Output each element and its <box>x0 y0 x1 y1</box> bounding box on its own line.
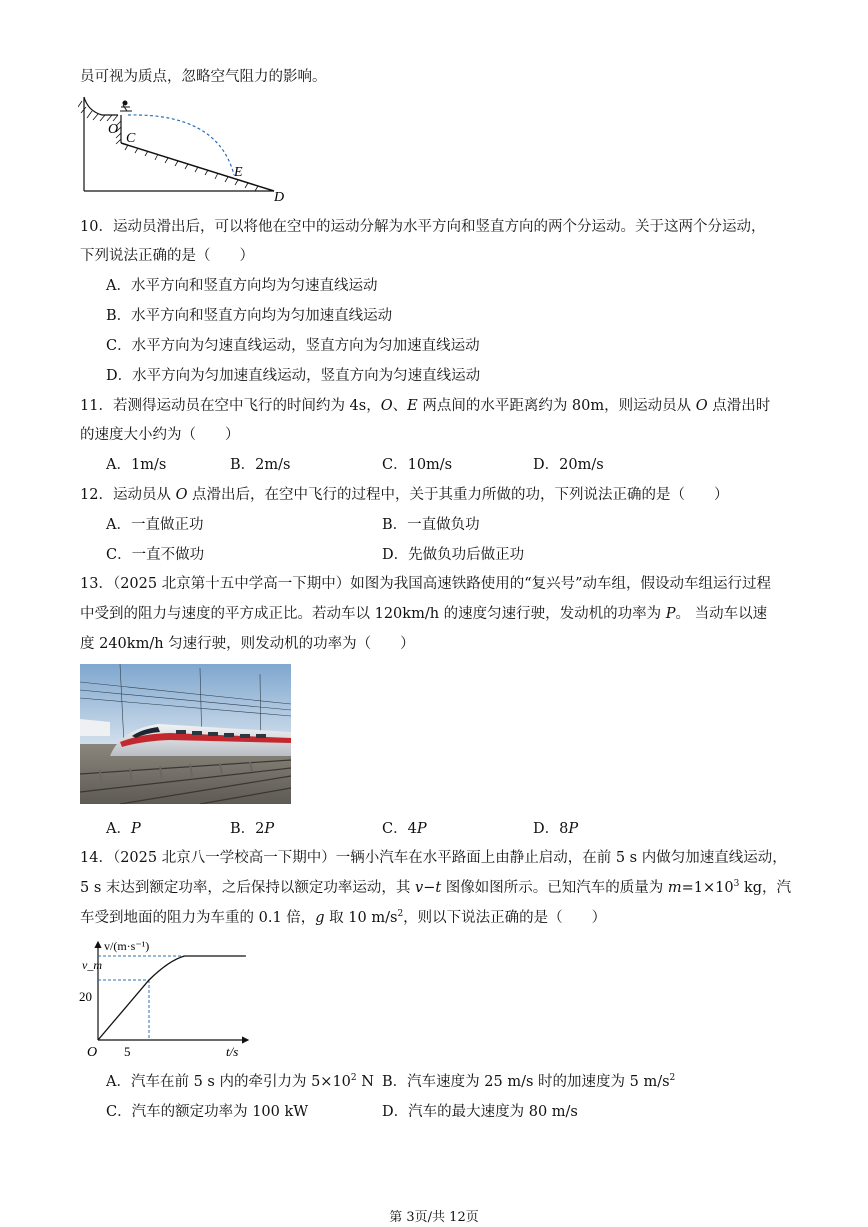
y-tick-20: 20 <box>79 989 92 1004</box>
q10-option-c: C．水平方向为匀速直线运动，竖直方向为匀加速直线运动 <box>106 338 480 354</box>
ski-jump-diagram <box>78 95 288 205</box>
skier-icon <box>120 101 132 111</box>
q11-option-a: A．1m/s <box>106 457 167 473</box>
q14-option-c: C．汽车的额定功率为 100 kW <box>106 1104 309 1120</box>
q10-stem-line1: 10．运动员滑出后，可以将他在空中的运动分解为水平方向和竖直方向的两个分运动。关于这两个分运动， <box>80 219 766 235</box>
q14-option-b: B．汽车速度为 25 m/s 时的加速度为 5 $m/s^2$ <box>382 1073 676 1090</box>
q13-option-a: A．P <box>106 821 141 837</box>
q10-option-b: B．水平方向和竖直方向均为匀加速直线运动 <box>106 308 393 324</box>
q14-stem-line1: 14．（2025 北京八一学校高一下期中）一辆小汽车在水平路面上由静止启动，在前 5 s 内做匀加速直线运动， <box>80 850 787 866</box>
x-axis-label: t/s <box>226 1044 239 1059</box>
q13-option-c: C．4P <box>382 821 427 837</box>
q11-stem-line1: 11．若测得运动员在空中飞行的时间约为 4s，O、E 两点间的水平距离约为 80m，则运动员从 O 点滑出时 <box>80 398 771 414</box>
vt-curve-series <box>98 956 246 1040</box>
x-tick-5: 5 <box>124 1044 131 1059</box>
q13-option-b: B．2P <box>230 821 275 837</box>
q11-option-b: B．2m/s <box>230 457 291 473</box>
q13-stem-line3: 度 240km/h 匀速行驶，则发动机的功率为（ ） <box>80 636 415 652</box>
q10-option-d: D．水平方向为匀加速直线运动，竖直方向为匀速直线运动 <box>106 368 481 384</box>
y-tick-vm: v_m <box>82 958 102 972</box>
vt-graph <box>76 936 256 1064</box>
label-C: C <box>126 131 136 146</box>
q10-option-a: A．水平方向和竖直方向均为匀速直线运动 <box>106 278 378 294</box>
q13-stem-line1: 13．（2025 北京第十五中学高一下期中）如图为我国高速铁路使用的“复兴号”动车组，假设动车组运行过程 <box>80 576 772 592</box>
q13-stem-line2: 中受到的阻力与速度的平方成正比。若动车以 120km/h 的速度匀速行驶，发动机的功率为 P。 当动车以速 <box>80 606 768 622</box>
fuxing-train-photo <box>80 664 291 804</box>
q10-stem-line2: 下列说法正确的是（ ） <box>80 248 254 264</box>
q14-stem-line3: 车受到地面的阻力为车重的 0.1 倍，g 取 10 $m/s^2$，则以下说法正确的是（ ） <box>80 909 607 926</box>
q11-option-c: C．10m/s <box>382 457 453 473</box>
q14-option-a: A．汽车在前 5 s 内的牵引力为 $5\times 10^2$ N <box>106 1073 374 1090</box>
q11-option-d: D．20m/s <box>533 457 604 473</box>
q12-option-c: C．一直不做功 <box>106 547 205 563</box>
q12-stem: 12．运动员从 O 点滑出后，在空中飞行的过程中，关于其重力所做的功，下列说法正确的是（ ） <box>80 487 729 503</box>
y-axis-label: v/(m·s⁻¹) <box>104 939 150 953</box>
q13-option-d: D．8P <box>533 821 579 837</box>
q12-option-d: D．先做负功后做正功 <box>382 547 525 563</box>
q14-option-d: D．汽车的最大速度为 80 m/s <box>382 1104 578 1120</box>
origin-label: O <box>87 1045 98 1060</box>
label-E: E <box>234 165 243 180</box>
page-footer: 第 3页/共 12页 <box>389 1210 479 1225</box>
ramp-curve <box>84 97 118 115</box>
q14-stem-line2: 5 s 末达到额定功率，之后保持以额定功率运动，其 v−t 图像如图所示。已知汽车的质量为 $m=1\times 10^3$ kg，汽 <box>80 879 792 896</box>
q12-option-a: A．一直做正功 <box>106 517 204 533</box>
q12-option-b: B．一直做负功 <box>382 517 480 533</box>
slope-line <box>121 143 274 191</box>
q11-stem-line2: 的速度大小约为（ ） <box>80 427 240 443</box>
intro-text: 员可视为质点，忽略空气阻力的影响。 <box>80 69 327 85</box>
trajectory-curve <box>128 115 234 175</box>
label-D: D <box>274 190 285 205</box>
label-O: O <box>108 122 119 137</box>
